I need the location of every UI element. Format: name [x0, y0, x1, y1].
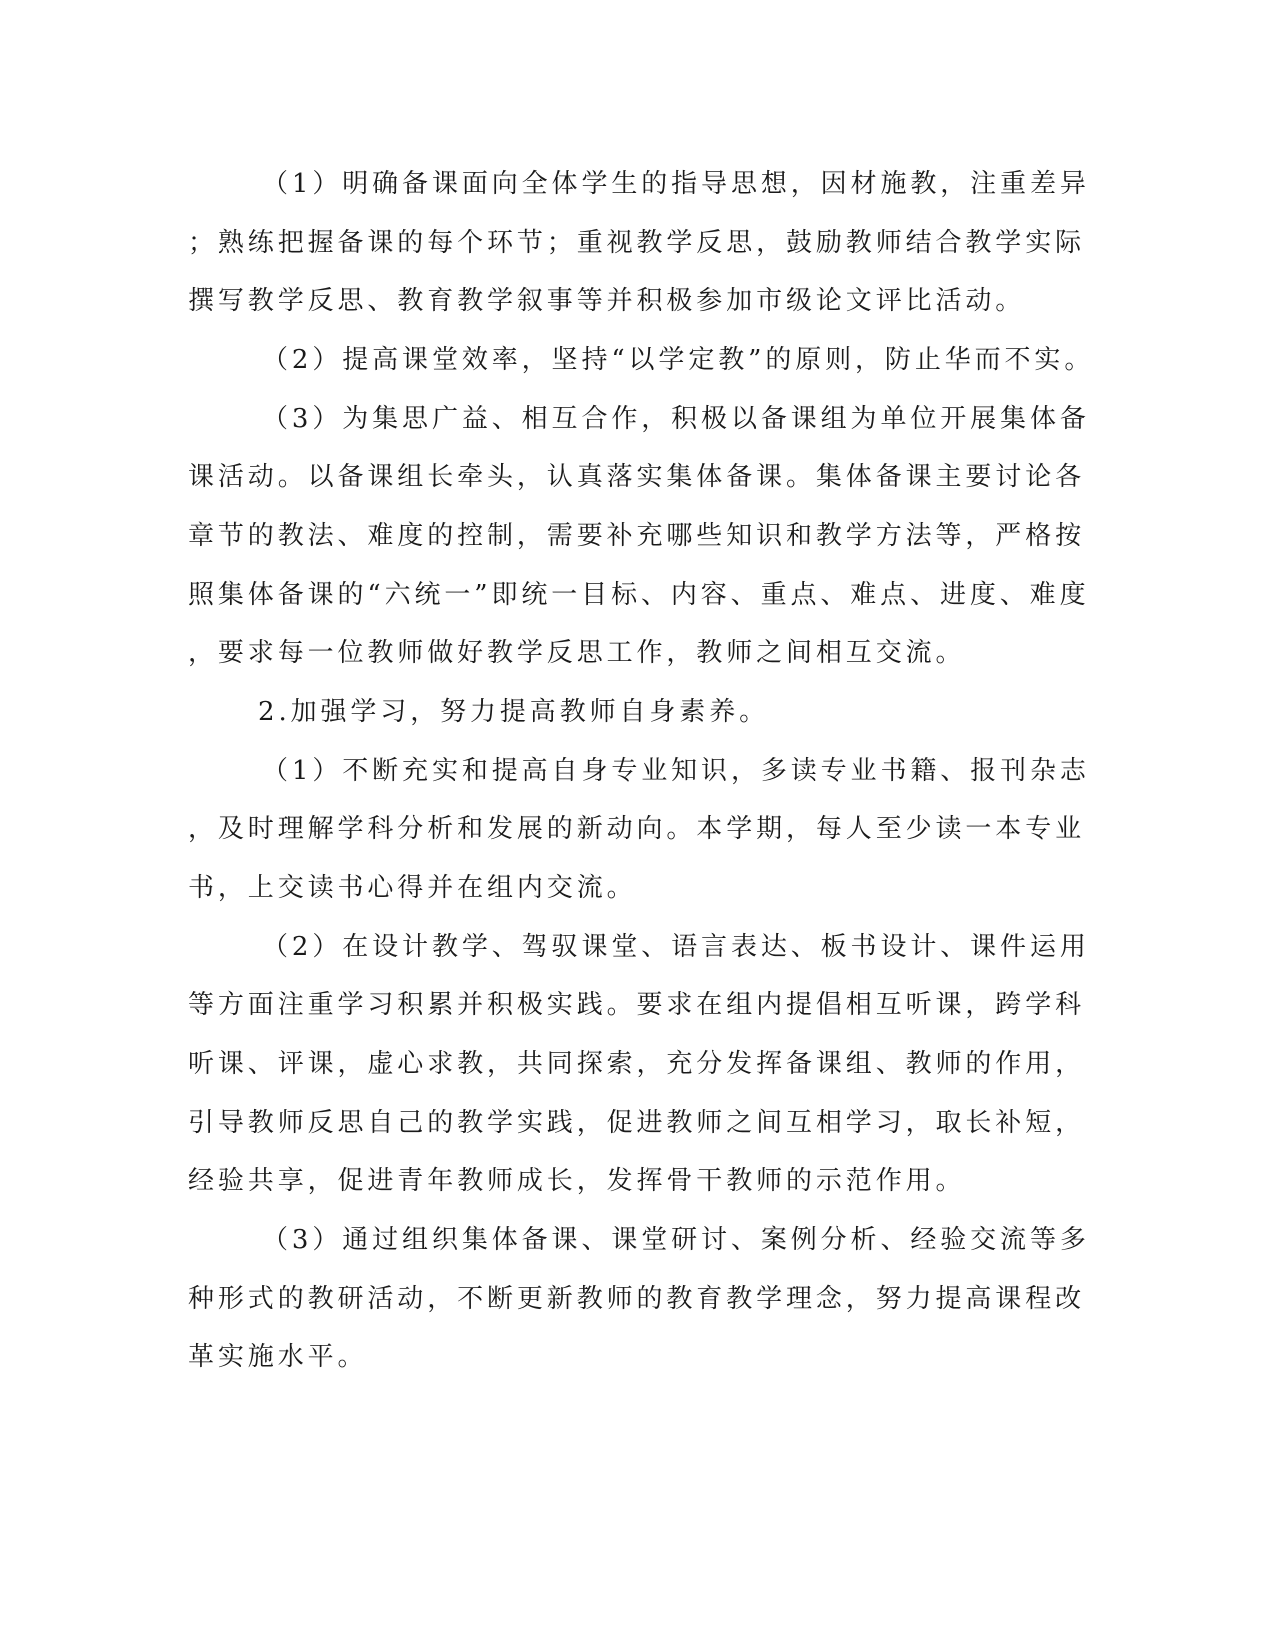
text-line: 章节的教法、难度的控制，需要补充哪些知识和教学方法等，严格按 — [188, 521, 1086, 551]
text-line: 革实施水平。 — [188, 1342, 368, 1372]
text-line: 课活动。以备课组长牵头，认真落实集体备课。集体备课主要讨论各 — [188, 462, 1086, 492]
text-line: （3）通过组织集体备课、课堂研讨、案例分析、经验交流等多 — [262, 1225, 1090, 1255]
text-line: （2）提高课堂效率，坚持“以学定教”的原则，防止华而不实。 — [262, 345, 1095, 375]
text-line: 书，上交读书心得并在组内交流。 — [188, 873, 637, 903]
text-line: （2）在设计教学、驾驭课堂、语言表达、板书设计、课件运用 — [262, 932, 1090, 962]
text-line: 听课、评课，虚心求教，共同探索，充分发挥备课组、教师的作用， — [188, 1049, 1086, 1079]
text-line: 经验共享，促进青年教师成长，发挥骨干教师的示范作用。 — [188, 1166, 966, 1196]
text-line: ，要求每一位教师做好教学反思工作，教师之间相互交流。 — [188, 638, 966, 668]
text-line: （1）明确备课面向全体学生的指导思想，因材施教，注重差异 — [262, 169, 1090, 199]
text-line: 照集体备课的“六统一”即统一目标、内容、重点、难点、进度、难度 — [188, 580, 1090, 610]
text-line: 引导教师反思自己的教学实践，促进教师之间互相学习，取长补短， — [188, 1108, 1086, 1138]
text-line: ；熟练把握备课的每个环节；重视教学反思，鼓励教师结合教学实际 — [188, 228, 1086, 258]
text-line: （3）为集思广益、相互合作，积极以备课组为单位开展集体备 — [262, 404, 1090, 434]
text-line: 撰写教学反思、教育教学叙事等并积极参加市级论文评比活动。 — [188, 286, 1026, 316]
text-line: ，及时理解学科分析和发展的新动向。本学期，每人至少读一本专业 — [188, 814, 1086, 844]
text-line: （1）不断充实和提高自身专业知识，多读专业书籍、报刊杂志 — [262, 756, 1090, 786]
text-line: 种形式的教研活动，不断更新教师的教育教学理念，努力提高课程改 — [188, 1284, 1086, 1314]
text-line: 等方面注重学习积累并积极实践。要求在组内提倡相互听课，跨学科 — [188, 990, 1086, 1020]
section-heading: 2.加强学习，努力提高教师自身素养。 — [258, 697, 770, 727]
